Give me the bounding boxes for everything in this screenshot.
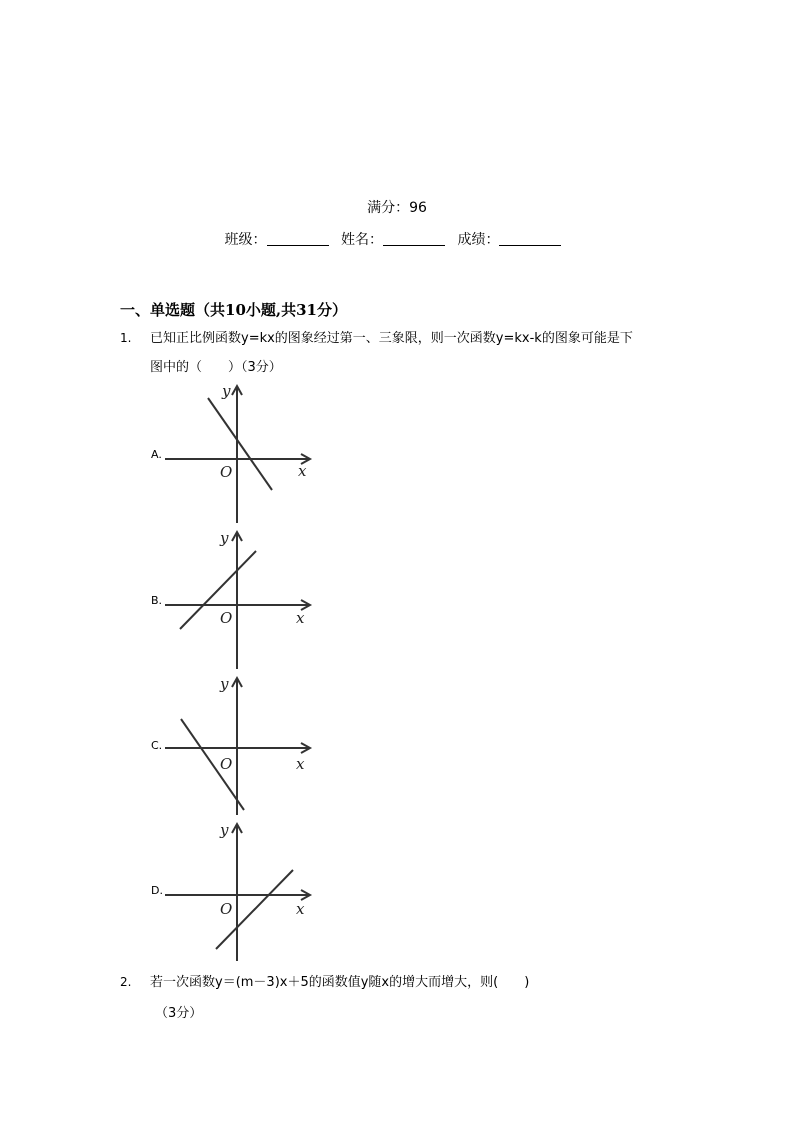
question-1-text-line2: 图中的（ ）（3分） (150, 360, 282, 375)
x-axis-label: x (296, 609, 305, 627)
question-2-text-line2: （3分） (155, 1006, 203, 1021)
function-line (208, 398, 272, 490)
option-d-label[interactable]: D. (151, 884, 163, 897)
x-axis-label: x (296, 900, 305, 918)
y-axis-label: y (220, 529, 229, 547)
question-1-number: 1. (120, 331, 132, 345)
grade-blank[interactable] (499, 231, 561, 246)
question-2-text-line1: 若一次函数y＝(m－3)x＋5的函数值y随x的增大而增大，则( ) (150, 975, 530, 990)
y-axis-label: y (222, 382, 231, 400)
option-b-label[interactable]: B. (151, 594, 163, 607)
class-blank[interactable] (267, 231, 329, 246)
option-a-graph (160, 380, 320, 525)
name-blank[interactable] (383, 231, 445, 246)
option-d-graph (160, 818, 320, 963)
name-label: 姓名： (341, 232, 383, 248)
student-info-line (0, 229, 794, 249)
origin-label: O (220, 609, 233, 627)
function-line (180, 551, 256, 629)
y-axis-label: y (220, 675, 229, 693)
section-title: 一、单选题（共10小题,共31分） (120, 301, 347, 319)
y-axis-label: y (220, 821, 229, 839)
x-axis-label: x (296, 755, 305, 773)
option-c-label[interactable]: C. (151, 739, 163, 752)
option-a-label[interactable]: A. (151, 448, 162, 461)
grade-label: 成绩： (457, 232, 500, 248)
function-line (181, 719, 244, 810)
option-b-graph (160, 526, 320, 671)
origin-label: O (220, 755, 233, 773)
x-axis-label: x (298, 462, 307, 480)
question-2-number: 2. (120, 975, 132, 989)
question-1-text-line1: 已知正比例函数y=kx的图象经过第一、三象限，则一次函数y=kx-k的图象可能是下 (150, 331, 633, 346)
score-line: 满分：96 (367, 200, 427, 216)
class-label: 班级： (224, 232, 267, 248)
origin-label: O (220, 463, 233, 481)
option-c-graph (160, 672, 320, 817)
origin-label: O (220, 900, 233, 918)
